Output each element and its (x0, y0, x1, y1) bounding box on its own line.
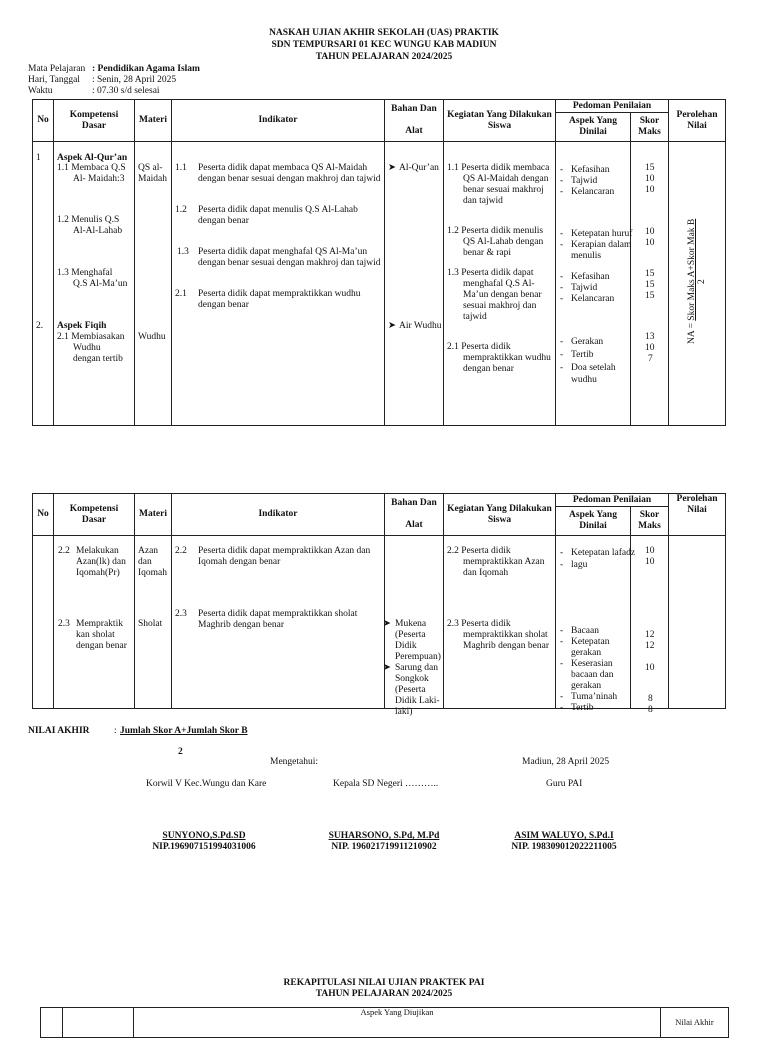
col-bahan: Bahan Dan Alat (385, 494, 444, 536)
cell-indikator: 2.2 Peserta didik dapat mempraktikkan Azan dan Iqomah dengan benar 2.3 Peserta didik dapat mempraktikkan sholat Maghrib dengan benar (172, 536, 385, 709)
col-aspek: Aspek Yang Dinilai (556, 507, 631, 536)
exam-table-2 (32, 493, 726, 717)
col-kegiatan: Kegiatan Yang Dilakukan Siswa (444, 100, 556, 142)
signer-name-kepala: SUHARSONO, S.Pd, M.Pd (328, 831, 440, 841)
cell-kegiatan: 2.2 Peserta didik mempraktikkan Azan dan Iqomah 2.3 Peserta didik mempraktikkan sholat Maghrib dengan benar (444, 536, 556, 709)
cell-materi: Azan dan Iqomah Sholat (135, 536, 172, 709)
col-indikator: Indikator (172, 100, 385, 142)
signer-nip-guru: NIP. 198309012022211005 (511, 842, 617, 852)
recap-table (40, 1007, 729, 1038)
mengetahui-label: Mengetahui: (270, 757, 319, 767)
cell-aspek: - Kefasihan - Tajwid - Kelancaran - Ketepatan huruf - Kerapian dalam menulis - Kefasihan - Tajwid - Kelancaran - Gerakan - Tertib - Doa setelah wudhu (556, 142, 631, 426)
signer-role-guru: Guru PAI (546, 779, 583, 789)
na-formula: NA = Skor Maks A+Skor Mak B (687, 218, 698, 344)
signer-role-korwil: Korwil V Kec.Wungu dan Kare (146, 779, 267, 789)
cell-kegiatan: 1.1 Peserta didik membaca QS Al-Maidah dengan benar sesuai makhroj dan tajwid 1.2 Peserta didik menulis QS Al-Lahab dengan benar & rapi 1.3 Peserta didik dapat menghafal Q.S Al- Ma’un dengan benar sesuai makhroj dan tajwid 2.1 Peserta didik mempraktikkan wudhu dengan benar (444, 142, 556, 426)
cell-aspek: - Ketepatan lafadz - lagu - Bacaan - Ketepatan gerakan - Keserasian bacaan dan gerakan - Tuma’ninah - Tertib (556, 536, 631, 709)
nilai-akhir-formula: Jumlah Skor A+Jumlah Skor B (120, 726, 248, 736)
cell-perolehan (669, 142, 726, 426)
arrow-bullet-icon: ➤ (383, 619, 391, 629)
school-year: TAHUN PELAJARAN 2024/2025 (315, 52, 453, 62)
col-kegiatan: Kegiatan Yang Dilakukan Siswa (444, 494, 556, 536)
col-kompetensi: Kompetensi Dasar (54, 494, 135, 536)
cell-skor: 15 10 10 10 10 15 15 15 13 10 7 (631, 142, 669, 426)
col-kompetensi: Kompetensi Dasar (54, 100, 135, 142)
nilai-akhir-colon: : (114, 726, 117, 736)
recap-cell-name (63, 1008, 134, 1038)
arrow-bullet-icon: ➤ (383, 663, 391, 673)
exam-table-1 (32, 99, 726, 426)
signer-name-guru: ASIM WALUYO, S.Pd.I (514, 831, 614, 841)
nilai-akhir-label: NILAI AKHIR (28, 726, 90, 736)
col-no: No (33, 494, 54, 536)
col-pedoman: Pedoman Penilaian (556, 100, 669, 113)
meta-subject: Mata Pelajaran : Pendidikan Agama Islam (28, 64, 200, 74)
recap-cell-nilai: Nilai Akhir (661, 1008, 729, 1038)
signer-role-kepala: Kepala SD Negeri ……….. (333, 779, 439, 789)
cell-skor: 10 10 12 12 10 8 8 (631, 536, 669, 709)
na-denominator: 2 (697, 279, 708, 284)
arrow-bullet-icon: ➤ (388, 163, 396, 173)
signer-nip-korwil: NIP.196907151994031006 (152, 842, 256, 852)
cell-indikator: 1.1 Peserta didik dapat membaca QS Al-Maidah dengan benar sesuai dengan makhroj dan tajwid 1.2 Peserta didik dapat menulis Q.S Al-Lahab dengan benar 1.3 Peserta didik dapat menghafal QS Al-Ma’un dengan benar sesuai dengan makhroj dan tajwid 2.1 Peserta didik dapat mempraktikkan wudhu dengan benar (172, 142, 385, 426)
meta-time: Waktu : 07.30 s/d selesai (28, 86, 160, 96)
col-skor: Skor Maks (631, 113, 669, 142)
recap-year: TAHUN PELAJARAN 2024/2025 (315, 989, 453, 999)
signer-nip-kepala: NIP. 196021719911210902 (331, 842, 437, 852)
recap-cell-aspek: Aspek Yang Diujikan (134, 1008, 661, 1038)
nilai-akhir-denominator: 2 (178, 747, 183, 757)
col-materi: Materi (135, 100, 172, 142)
col-indikator: Indikator (172, 494, 385, 536)
place-date: Madiun, 28 April 2025 (522, 757, 610, 767)
recap-cell-no (41, 1008, 63, 1038)
school-name: SDN TEMPURSARI 01 KEC WUNGU KAB MADIUN (271, 40, 497, 50)
signer-name-korwil: SUNYONO,S.Pd.SD (162, 831, 246, 841)
col-skor: Skor Maks (631, 507, 669, 536)
col-perolehan: Perolehan Nilai (669, 494, 726, 536)
recap-title: REKAPITULASI NILAI UJIAN PRAKTEK PAI (283, 978, 485, 988)
meta-date: Hari, Tanggal : Senin, 28 April 2025 (28, 75, 177, 85)
col-no: No (33, 100, 54, 142)
doc-title: NASKAH UJIAN AKHIR SEKOLAH (UAS) PRAKTIK (269, 28, 499, 38)
cell-perolehan (669, 536, 726, 709)
col-perolehan: Perolehan Nilai (669, 100, 726, 142)
cell-materi: QS al- Maidah Wudhu (135, 142, 172, 426)
cell-kompetensi: 2.2 Melakukan Azan(lk) dan Iqomah(Pr) 2.3 Mempraktik kan sholat dengan benar (54, 536, 135, 709)
col-bahan: Bahan Dan Alat (385, 100, 444, 142)
col-aspek: Aspek Yang Dinilai (556, 113, 631, 142)
cell-kompetensi: Aspek Al-Qur’an 1.1 Membaca Q.S Al- Maidah:3 1.2 Menulis Q.S Al-Al-Lahab 1.3 Menghafal Q.S Al-Ma’un Aspek Fiqih 2.1 Membiasakan Wudhu dengan tertib (54, 142, 135, 426)
cell-bahan: ➤ Mukena (Peserta Didik Perempuan) ➤ Sarung dan Songkok (Peserta Didik Laki- laki) (385, 536, 444, 709)
col-materi: Materi (135, 494, 172, 536)
arrow-bullet-icon: ➤ (388, 321, 396, 331)
cell-no (33, 536, 54, 709)
cell-no: 1 2. (33, 142, 54, 426)
cell-bahan: ➤ Al-Qur’an ➤ Air Wudhu (385, 142, 444, 426)
col-pedoman: Pedoman Penilaian (556, 494, 669, 507)
